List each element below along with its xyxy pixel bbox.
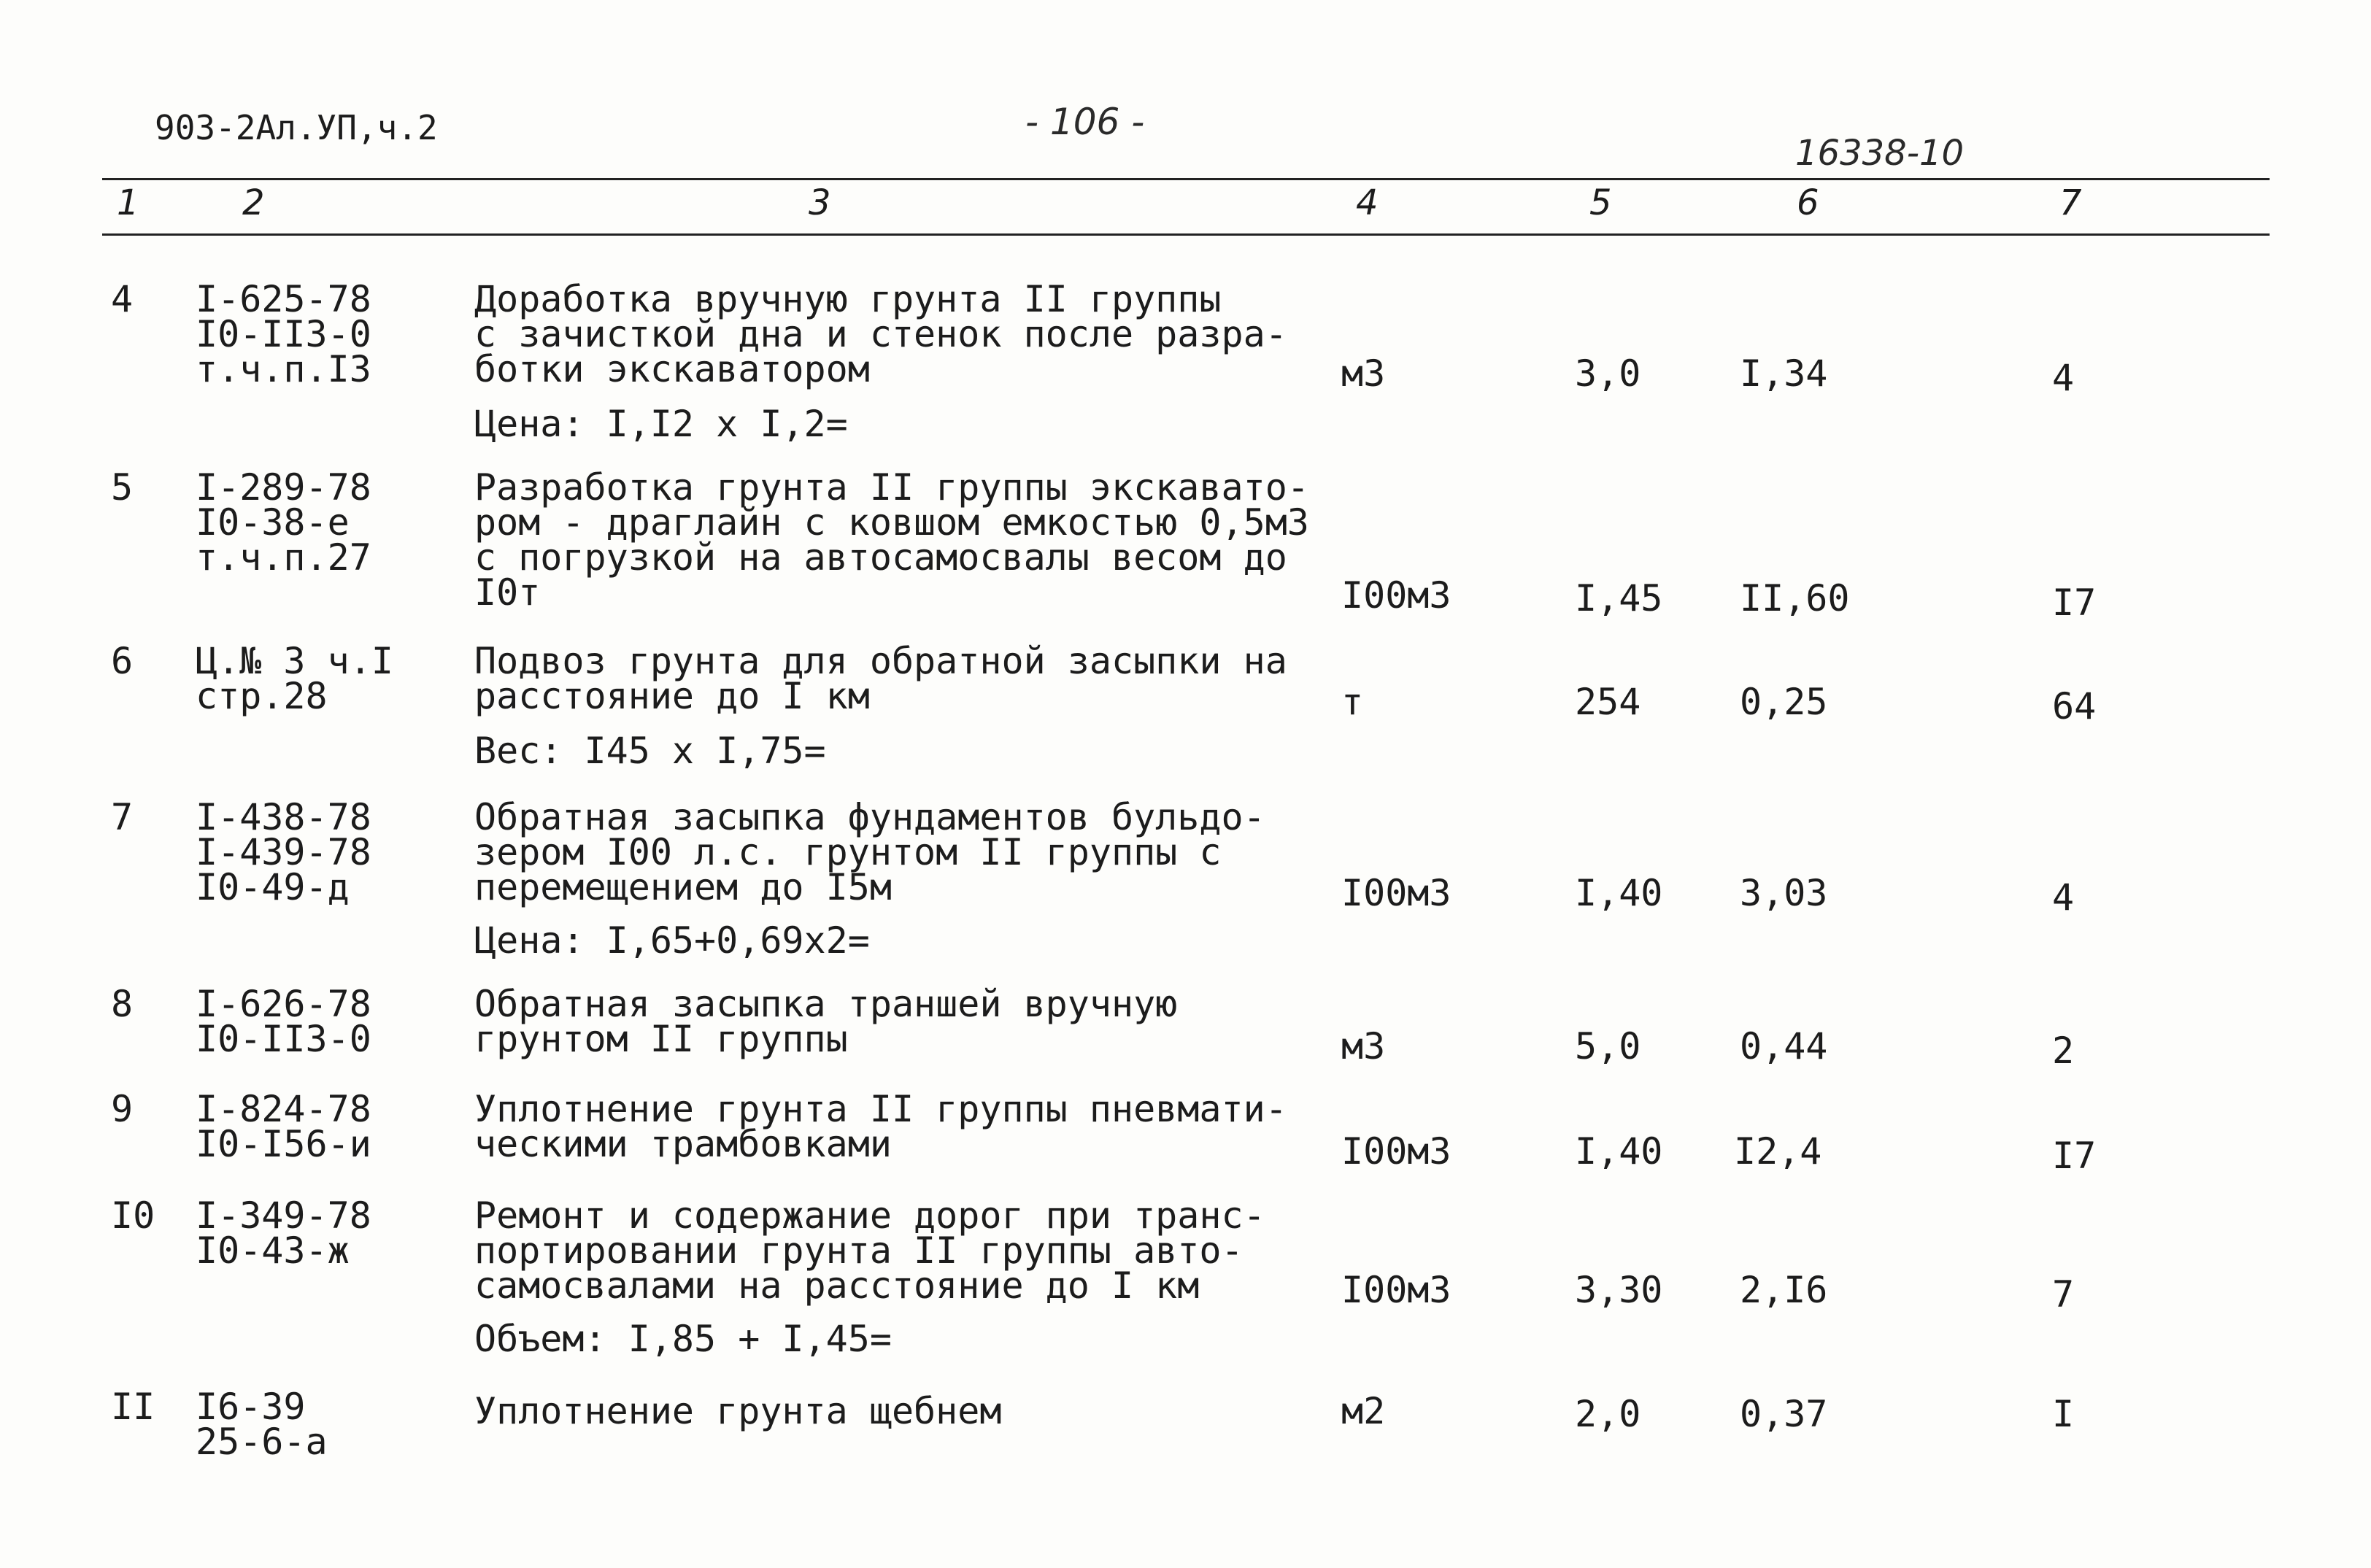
row-number: 6 — [111, 640, 134, 682]
norm-codes: Ц.№ 3 ч.I стр.28 — [196, 640, 393, 717]
norm-codes: I-824-78 I0-I56-и — [196, 1088, 371, 1165]
column-number-7: 7 — [2059, 182, 2082, 223]
quantity: 5,0 — [1575, 1025, 1641, 1067]
unit: I00м3 — [1341, 1130, 1451, 1173]
column-number-3: 3 — [809, 182, 831, 223]
work-description: Доработка вручную грунта II группы с зачисткой дна и стенок после разра- ботки экскаватором — [474, 278, 1287, 390]
calculation-note: Цена: I,I2 х I,2= — [474, 403, 848, 445]
unit-price: 0,25 — [1740, 681, 1828, 723]
quantity: 2,0 — [1575, 1393, 1641, 1435]
column-number-1: 1 — [117, 182, 139, 223]
total-cost: 4 — [2052, 357, 2075, 399]
quantity: I,45 — [1575, 577, 1663, 619]
unit-price: I,34 — [1740, 352, 1828, 395]
norm-codes: I-438-78 I-439-78 I0-49-д — [196, 796, 371, 908]
unit-price: 0,37 — [1740, 1393, 1828, 1435]
quantity: 3,30 — [1575, 1269, 1663, 1311]
row-number: 5 — [111, 466, 134, 509]
unit-price: I2,4 — [1734, 1130, 1822, 1173]
total-cost: I7 — [2052, 1135, 2097, 1177]
total-cost: 64 — [2052, 685, 2097, 727]
work-description: Уплотнение грунта II группы пневмати- ческими трамбовками — [474, 1088, 1287, 1165]
document-code: 903-2Ал.УП,ч.2 — [155, 108, 438, 147]
total-cost: I — [2052, 1393, 2075, 1435]
unit-price: 3,03 — [1740, 872, 1828, 914]
header-bottom-rule — [102, 233, 2270, 236]
header-top-rule — [102, 178, 2270, 180]
work-description: Ремонт и содержание дорог при транс- портировании грунта II группы авто- самосвалами на расстояние до I км — [474, 1194, 1265, 1307]
row-number: I0 — [111, 1194, 155, 1237]
quantity: I,40 — [1575, 1130, 1663, 1173]
work-description: Подвоз грунта для обратной засыпки на расстояние до I км — [474, 640, 1287, 717]
column-number-5: 5 — [1589, 182, 1612, 223]
row-number: 4 — [111, 278, 134, 320]
total-cost: I7 — [2052, 582, 2097, 624]
row-number: 8 — [111, 983, 134, 1025]
unit: м3 — [1341, 352, 1386, 395]
total-cost: 4 — [2052, 876, 2075, 919]
quantity: I,40 — [1575, 872, 1663, 914]
total-cost: 2 — [2052, 1030, 2075, 1072]
row-number: 7 — [111, 796, 134, 838]
unit: I00м3 — [1341, 1269, 1451, 1311]
norm-codes: I-626-78 I0-II3-0 — [196, 983, 371, 1060]
unit: I00м3 — [1341, 872, 1451, 914]
norm-codes: I-349-78 I0-43-ж — [196, 1194, 371, 1272]
unit: м3 — [1341, 1025, 1386, 1067]
unit-price: 0,44 — [1740, 1025, 1828, 1067]
unit: м2 — [1341, 1390, 1386, 1432]
calculation-note: Цена: I,65+0,69х2= — [474, 919, 870, 962]
work-description: Уплотнение грунта щебнем — [474, 1390, 1002, 1432]
norm-codes: I-289-78 I0-38-е т.ч.п.27 — [196, 466, 371, 579]
row-number: 9 — [111, 1088, 134, 1130]
page-number: - 106 - — [1025, 101, 1145, 143]
column-number-2: 2 — [242, 182, 265, 223]
registry-number: 16338-10 — [1795, 133, 1965, 174]
unit-price: 2,I6 — [1740, 1269, 1828, 1311]
quantity: 3,0 — [1575, 352, 1641, 395]
norm-codes: I-625-78 I0-II3-0 т.ч.п.I3 — [196, 278, 371, 390]
unit: I00м3 — [1341, 574, 1451, 617]
column-number-6: 6 — [1797, 182, 1819, 223]
work-description: Обратная засыпка траншей вручную грунтом II группы — [474, 983, 1178, 1060]
quantity: 254 — [1575, 681, 1641, 723]
unit-price: II,60 — [1740, 577, 1850, 619]
work-description: Обратная засыпка фундаментов бульдо- зером I00 л.с. грунтом II группы с перемещением до I5м — [474, 796, 1265, 908]
work-description: Разработка грунта II группы экскавато- ром - драглайн с ковшом емкостью 0,5м3 с погрузкой на автосамосвалы весом до I0т — [474, 466, 1309, 614]
total-cost: 7 — [2052, 1273, 2075, 1316]
unit: т — [1341, 681, 1364, 723]
row-number: II — [111, 1386, 155, 1428]
calculation-note: Объем: I,85 + I,45= — [474, 1318, 892, 1360]
column-number-4: 4 — [1356, 182, 1379, 223]
norm-codes: I6-39 25-6-а — [196, 1386, 328, 1463]
calculation-note: Вес: I45 х I,75= — [474, 730, 826, 772]
